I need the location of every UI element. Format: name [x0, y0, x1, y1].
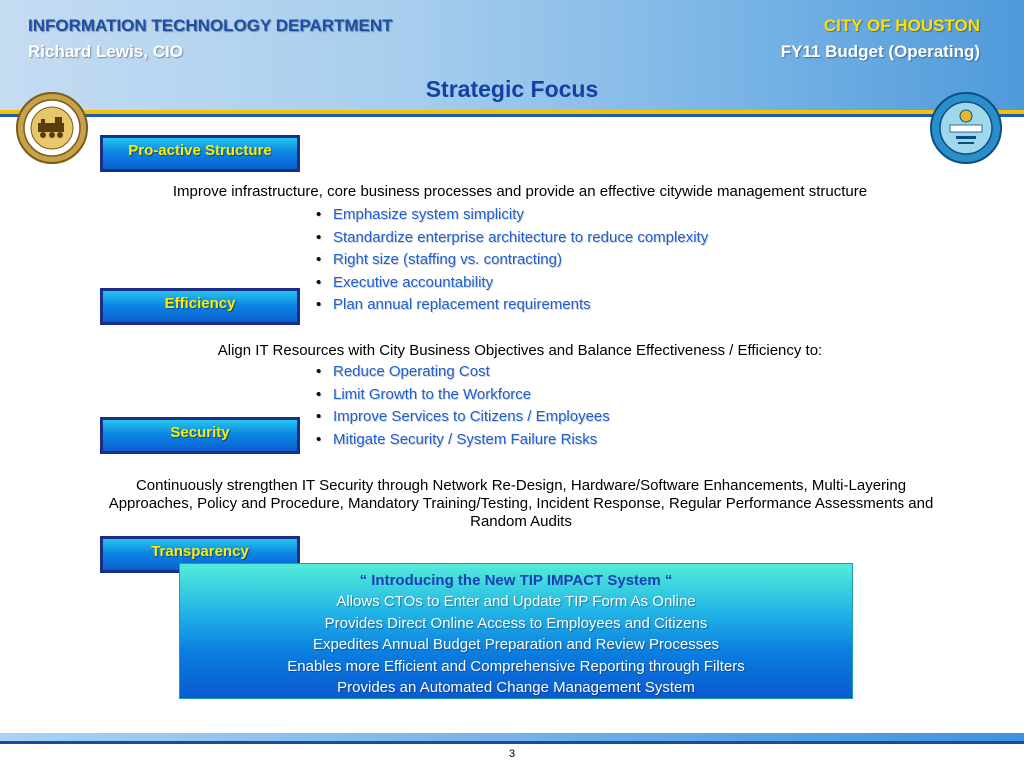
- list-item: • Reduce Operating Cost: [316, 363, 490, 380]
- budget-label: FY11 Budget (Operating): [780, 42, 980, 61]
- cio-name: Richard Lewis, CIO: [28, 42, 183, 61]
- tab-efficiency: [100, 288, 300, 325]
- department-name: INFORMATION TECHNOLOGY DEPARTMENT: [28, 16, 393, 35]
- tip-impact-line: Allows CTOs to Enter and Update TIP Form As Online: [336, 593, 696, 610]
- header-blue-stripe: [0, 114, 1024, 117]
- tab-proactive-structure-label: Pro-active Structure: [128, 142, 272, 159]
- list-item: • Improve Services to Citizens / Employees: [316, 408, 610, 425]
- tip-impact-line: Enables more Efficient and Comprehensive Reporting through Filters: [287, 657, 745, 675]
- tip-impact-line: Provides an Automated Change Management System: [337, 679, 695, 696]
- tip-impact-box: [179, 563, 853, 699]
- security-description: Continuously strengthen IT Security through Network Re-Design, Hardware/Software Enhancements, Multi-Layering Approaches, Policy and Procedure, Mandatory Training/Testing, Incident Response, Regular Performance Assessments and Random Audits: [108, 477, 934, 530]
- tip-impact-heading: “ Introducing the New TIP IMPACT System “: [359, 572, 673, 589]
- tab-proactive-structure: [100, 135, 300, 172]
- tip-impact-line: Expedites Annual Budget Preparation and Review Processes: [312, 636, 720, 653]
- tab-transparency-label: Transparency: [151, 543, 249, 560]
- efficiency-bullet-list: [316, 361, 610, 451]
- footer-stripe: [0, 733, 1024, 741]
- structure-intro: Improve infrastructure, core business processes and provide an effective citywide management structure: [172, 183, 868, 200]
- structure-bullet-list: [316, 204, 708, 317]
- footer-dark-stripe: [0, 741, 1024, 744]
- efficiency-intro: Align IT Resources with City Business Objectives and Balance Effectiveness / Efficiency to:: [217, 342, 823, 359]
- tip-impact-line: Provides Direct Online Access to Employees and Citizens: [324, 614, 708, 632]
- list-item: • Executive accountability: [316, 273, 494, 291]
- list-item: • Limit Growth to the Workforce: [316, 385, 532, 403]
- city-name: CITY OF HOUSTON: [823, 16, 980, 35]
- list-item: • Mitigate Security / System Failure Risks: [316, 430, 598, 448]
- page-title: Strategic Focus: [425, 76, 599, 102]
- list-item: • Emphasize system simplicity: [316, 206, 524, 223]
- tab-security-label: Security: [170, 424, 230, 441]
- city-seal-icon: [16, 92, 88, 164]
- it-department-seal-icon: [930, 92, 1002, 164]
- page-number: 3: [508, 748, 516, 760]
- list-item: • Standardize enterprise architecture to reduce complexity: [316, 228, 709, 246]
- list-item: • Right size (staffing vs. contracting): [316, 251, 562, 268]
- tab-efficiency-label: Efficiency: [164, 295, 236, 312]
- tab-security: [100, 417, 300, 454]
- list-item: • Plan annual replacement requirements: [316, 296, 591, 313]
